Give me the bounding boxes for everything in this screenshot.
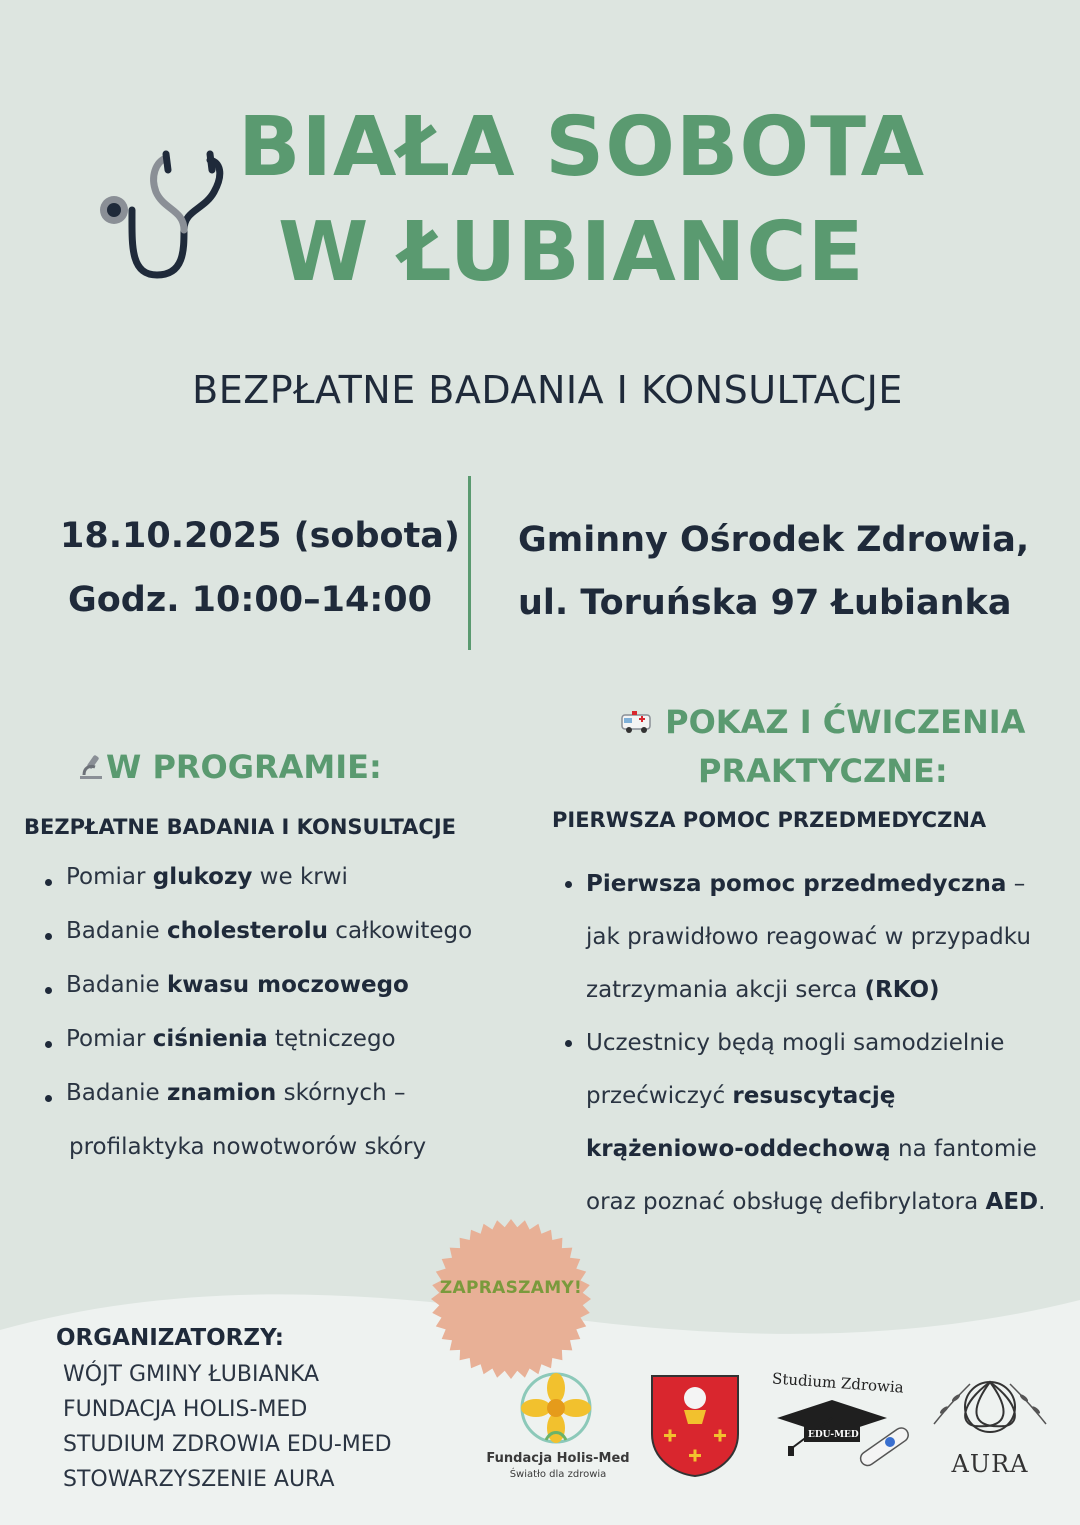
- title-line-2: W ŁUBIANCE: [278, 205, 865, 300]
- event-date: 18.10.2025 (sobota): [60, 516, 460, 556]
- bullet: [45, 933, 52, 940]
- bullet: [45, 879, 52, 886]
- ambulance-icon: [620, 709, 654, 735]
- daffodil-icon: [516, 1370, 596, 1448]
- organizer-item: STOWARZYSZENIE AURA: [63, 1467, 335, 1492]
- practice-heading: [620, 703, 1025, 741]
- list-item: Pomiar ciśnienia tętniczego: [66, 1026, 472, 1080]
- organizer-item: FUNDACJA HOLIS-MED: [63, 1397, 308, 1422]
- coat-of-arms-icon: [650, 1374, 740, 1478]
- invite-badge: [430, 1218, 592, 1380]
- event-place-line-1: Gminny Ośrodek Zdrowia,: [518, 520, 1030, 560]
- bullet: [45, 1095, 52, 1102]
- title-line-1: BIAŁA SOBOTA: [238, 100, 926, 195]
- invite-badge-text: ZAPRASZAMY!: [439, 1278, 583, 1298]
- bullet: [45, 1041, 52, 1048]
- practice-heading-line-1: POKAZ I ĆWICZENIA: [665, 703, 1026, 741]
- microscope-icon: [76, 751, 106, 781]
- edumed-logo-label: EDU-MED: [808, 1430, 859, 1440]
- holis-logo-name: Fundacja Holis-Med: [486, 1451, 630, 1466]
- organizers-heading: ORGANIZATORZY:: [56, 1325, 284, 1351]
- list-item: Pierwsza pomoc przedmedyczna – jak prawidłowo reagować w przypadku zatrzymania akcji serca (RKO): [586, 858, 1056, 1017]
- practice-subheading: PIERWSZA POMOC PRZEDMEDYCZNA: [552, 808, 987, 832]
- program-heading: [76, 748, 382, 786]
- holis-logo-tagline: Światło dla zdrowia: [509, 1469, 607, 1480]
- program-heading-text: W PROGRAMIE:: [106, 748, 382, 786]
- subtitle: BEZPŁATNE BADANIA I KONSULTACJE: [192, 368, 903, 412]
- list-item: Badanie cholesterolu całkowitego: [66, 918, 472, 972]
- bullet: [45, 987, 52, 994]
- program-list: [66, 864, 472, 1188]
- aura-knot-icon: [930, 1364, 1050, 1450]
- practice-list: [586, 858, 1056, 1229]
- aura-logo-name: AURA: [951, 1450, 1029, 1478]
- bullet: [565, 881, 572, 888]
- divider: [468, 476, 471, 650]
- practice-heading-line-2: PRAKTYCZNE:: [698, 752, 948, 790]
- organizer-item: STUDIUM ZDROWIA EDU-MED: [63, 1432, 392, 1457]
- list-item: Uczestnicy będą mogli samodzielnie przećwiczyć resuscytację krążeniowo-oddechową na fantomie oraz poznać obsługę defibrylatora AED.: [586, 1017, 1056, 1229]
- event-place-line-2: ul. Toruńska 97 Łubianka: [518, 583, 1012, 623]
- list-item: Pomiar glukozy we krwi: [66, 864, 472, 918]
- event-hours: Godz. 10:00–14:00: [68, 580, 432, 620]
- studium-logo-name: Studium Zdrowia: [771, 1369, 905, 1397]
- list-item: Badanie znamion skórnych –: [66, 1080, 472, 1134]
- organizers-list: [63, 1360, 392, 1500]
- bullet: [565, 1040, 572, 1047]
- organizer-item: WÓJT GMINY ŁUBIANKA: [63, 1362, 320, 1387]
- list-item-continuation: profilaktyka nowotworów skóry: [69, 1134, 427, 1160]
- list-item: Badanie kwasu moczowego: [66, 972, 472, 1026]
- stethoscope-icon: [92, 140, 232, 290]
- program-subheading: BEZPŁATNE BADANIA I KONSULTACJE: [24, 815, 457, 839]
